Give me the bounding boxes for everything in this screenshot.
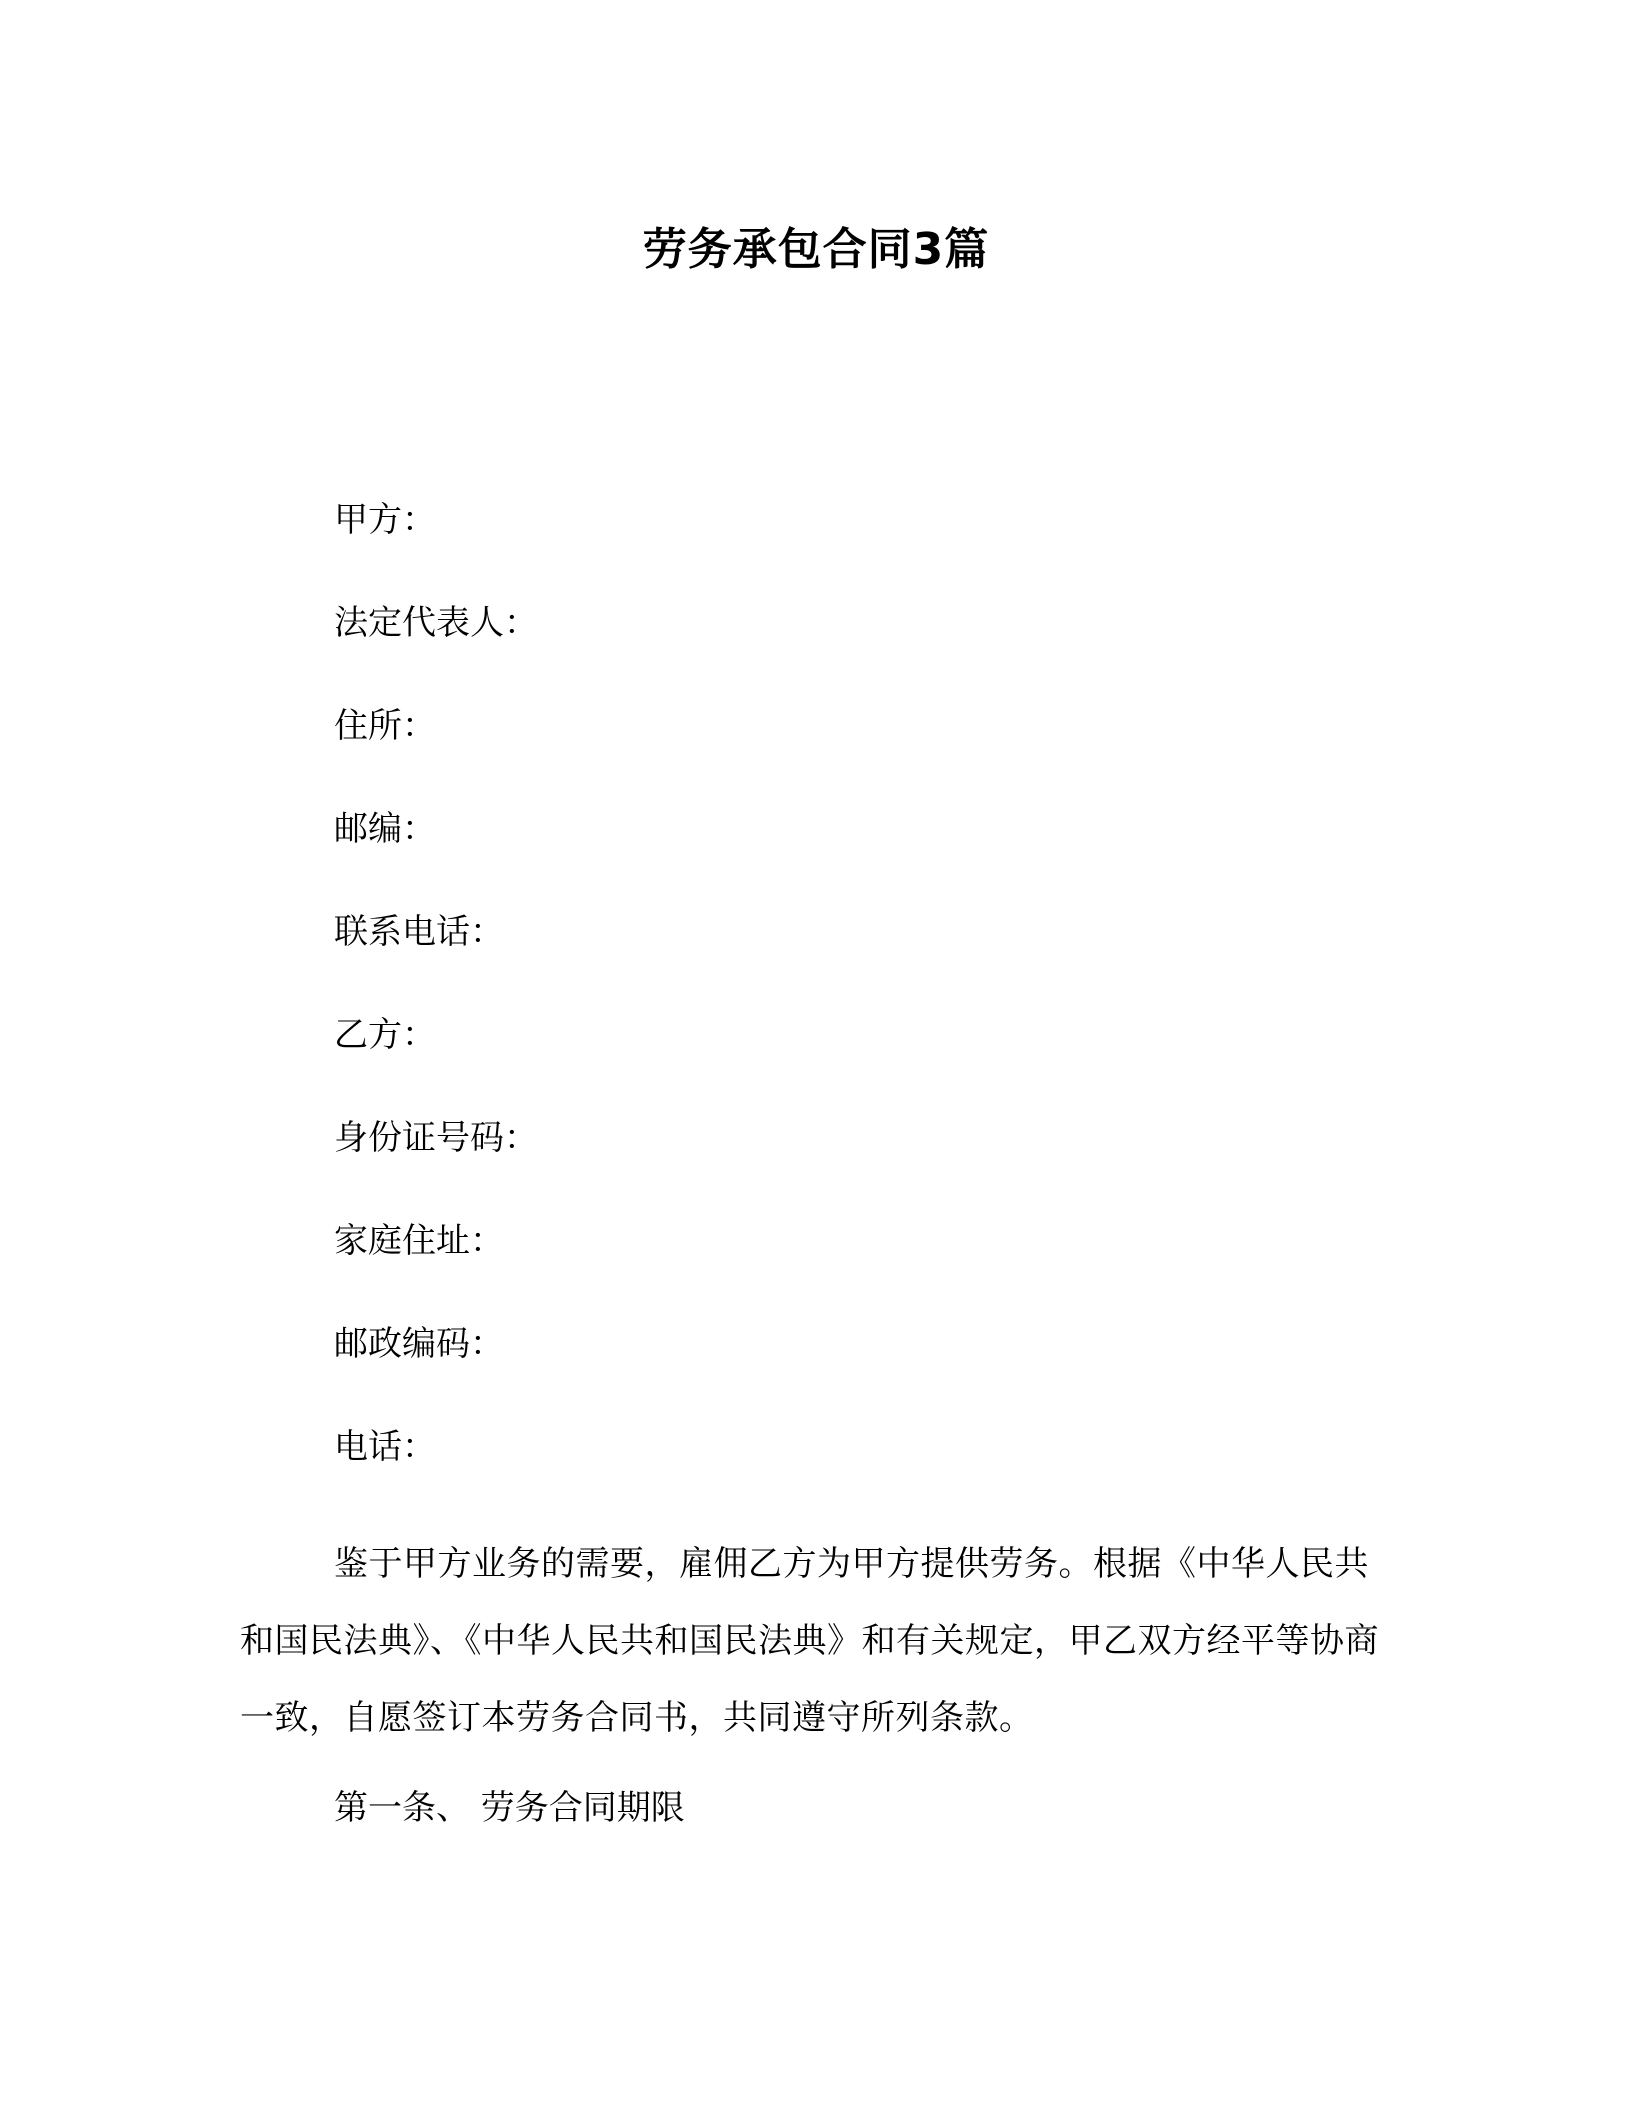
document-title: 劳务承包合同3篇 [642, 224, 990, 275]
field-postal-code: 邮政编码： [334, 1324, 504, 1364]
field-id-number: 身份证号码： [334, 1118, 538, 1158]
field-home-address: 家庭住址： [334, 1221, 504, 1261]
field-legal-representative: 法定代表人： [334, 603, 538, 643]
field-party-a: 甲方： [334, 500, 436, 540]
field-postcode: 邮编： [334, 809, 436, 849]
field-contact-phone: 联系电话： [334, 912, 504, 952]
field-address: 住所： [334, 706, 436, 746]
clause-1-heading: 第一条、 劳务合同期限 [334, 1788, 685, 1828]
field-phone: 电话： [334, 1427, 436, 1467]
field-party-b: 乙方： [334, 1015, 436, 1055]
intro-paragraph: 鉴于甲方业务的需要，雇佣乙方为甲方提供劳务。根据《中华人民共和国民法典》、《中华人民共和国民法典》和有关规定，甲乙双方经平等协商一致，自愿签订本劳务合同书，共同遵守所列条款。 [240, 1544, 1379, 1738]
